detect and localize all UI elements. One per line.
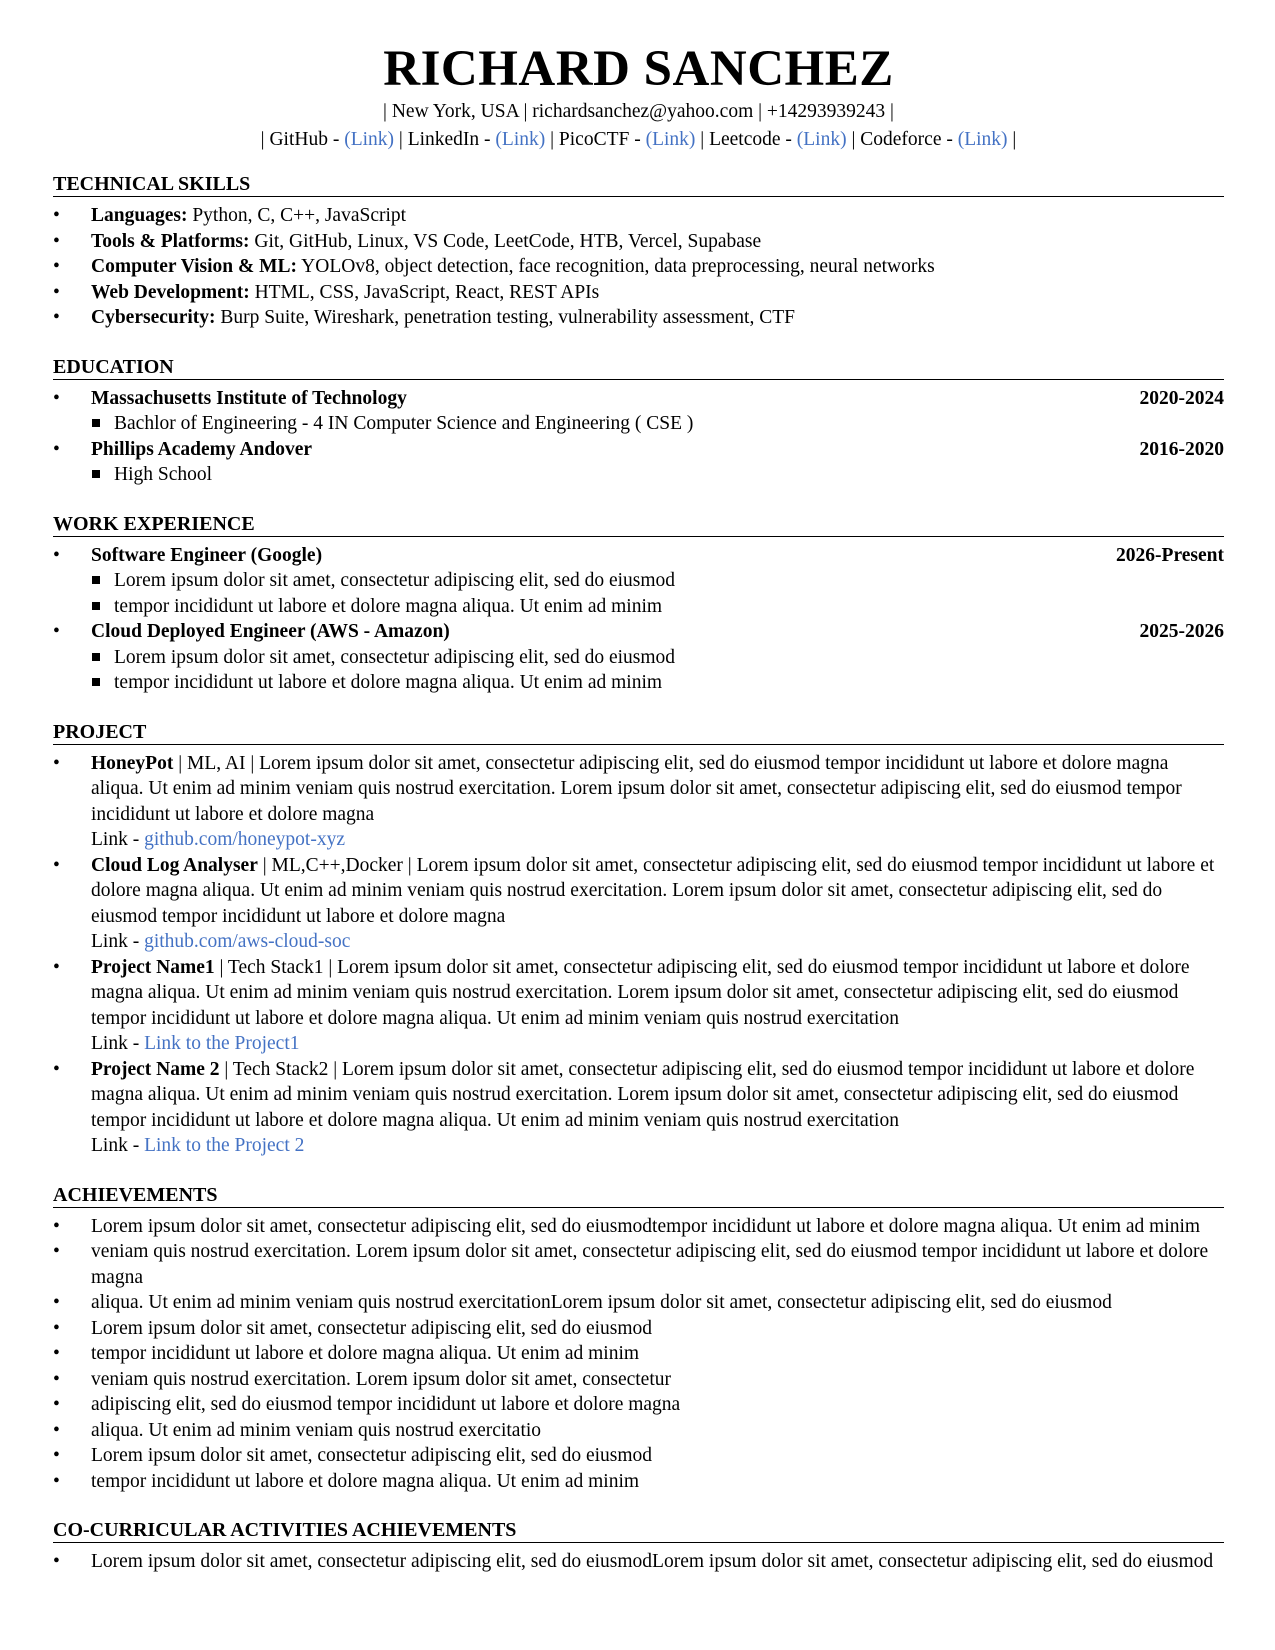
- skill-label: Web Development:: [91, 281, 250, 303]
- linkedin-label: LinkedIn -: [407, 129, 496, 150]
- list-item: [53, 386, 1224, 437]
- list-item: • Lorem ipsum dolor sit amet, consectetur adipiscing elit, sed do eiusmodtempor incididunt ut labore et dolore magna aliqua. Ut enim ad minim: [53, 1214, 1224, 1240]
- job-role: • Software Engineer (Google): [91, 544, 323, 566]
- pipe-separator: |: [1012, 129, 1017, 150]
- section-title: TECHNICAL SKILLS: [53, 172, 1224, 197]
- list-item: [53, 751, 1224, 853]
- list-item: [53, 305, 1224, 331]
- list-item: [53, 955, 1224, 1057]
- link-prefix: Link -: [91, 931, 145, 952]
- section-title: CO-CURRICULAR ACTIVITIES ACHIEVEMENTS: [53, 1518, 1224, 1543]
- job-bullet: Lorem ipsum dolor sit amet, consectetur adipiscing elit, sed do eiusmod: [91, 645, 1224, 671]
- pipe-separator: |: [260, 129, 270, 150]
- education-detail: Bachlor of Engineering - 4 IN Computer Science and Engineering ( CSE ): [91, 411, 1224, 437]
- work-section: [53, 512, 1224, 696]
- skill-value: YOLOv8, object detection, face recognition, data preprocessing, neural networks: [297, 256, 935, 277]
- linkedin-link[interactable]: (Link): [495, 129, 546, 150]
- school-name: • Phillips Academy Andover: [91, 438, 313, 460]
- skill-value: Python, C, C++, JavaScript: [187, 205, 407, 226]
- achievements-list: [53, 1214, 1224, 1495]
- list-item: • veniam quis nostrud exercitation. Lorem ipsum dolor sit amet, consectetur adipiscing elit, sed do eiusmod tempor incididunt ut labore et dolore magna: [53, 1239, 1224, 1290]
- pipe-separator: |: [550, 129, 559, 150]
- section-title: PROJECT: [53, 720, 1224, 745]
- link-prefix: Link -: [91, 1033, 145, 1054]
- list-item: • aliqua. Ut enim ad minim veniam quis nostrud exercitatio: [53, 1418, 1224, 1444]
- link-prefix: Link -: [91, 1135, 145, 1156]
- contact-line: | New York, USA | richardsanchez@yahoo.com | +14293939243 |: [383, 101, 894, 122]
- list-item: [53, 203, 1224, 229]
- education-detail: High School: [91, 462, 1224, 488]
- achievements-section: [53, 1183, 1224, 1495]
- codeforce-label: Codeforce -: [860, 129, 958, 150]
- leetcode-label: Leetcode -: [709, 129, 797, 150]
- list-item: [53, 543, 1224, 620]
- education-dates: 2020-2024: [1139, 387, 1224, 409]
- list-item: [53, 229, 1224, 255]
- pipe-separator: |: [398, 129, 408, 150]
- list-item: • Lorem ipsum dolor sit amet, consectetur adipiscing elit, sed do eiusmod: [53, 1316, 1224, 1342]
- github-label: GitHub -: [269, 129, 345, 150]
- list-item: • adipiscing elit, sed do eiusmod tempor incididunt ut labore et dolore magna: [53, 1392, 1224, 1418]
- project-link[interactable]: github.com/honeypot-xyz: [144, 829, 346, 850]
- skill-label: Tools & Platforms:: [91, 230, 250, 252]
- pipe-separator: |: [851, 129, 861, 150]
- project-link[interactable]: Link to the Project 2: [144, 1135, 305, 1156]
- list-item: • veniam quis nostrud exercitation. Lorem ipsum dolor sit amet, consectetur: [53, 1367, 1224, 1393]
- profile-links: [53, 126, 1224, 154]
- skill-value: Burp Suite, Wireshark, penetration testing, vulnerability assessment, CTF: [215, 307, 795, 328]
- skill-value: Git, GitHub, Linux, VS Code, LeetCode, HTB, Vercel, Supabase: [249, 230, 762, 252]
- job-bullet: tempor incididunt ut labore et dolore magna aliqua. Ut enim ad minim: [91, 594, 1224, 620]
- cocurricular-list: [53, 1549, 1224, 1575]
- project-description: | Tech Stack2 | Lorem ipsum dolor sit amet, consectetur adipiscing elit, sed do eiusmod tempor incididunt ut labore et dolore magna aliqua. Ut enim ad minim veniam quis nostrud exercitation. Lorem ipsum dolor sit amet, consectetur adipiscing elit, sed do eiusmod tempor incididunt ut labore et dolore magna aliqua. Ut enim ad minim veniam quis nostrud exercitation: [91, 1058, 1195, 1131]
- picoctf-label: PicoCTF -: [558, 129, 646, 150]
- work-list: [53, 543, 1224, 696]
- list-item: [53, 437, 1224, 488]
- list-item: [53, 619, 1224, 696]
- school-name: • Massachusetts Institute of Technology: [91, 387, 407, 409]
- projects-section: [53, 720, 1224, 1159]
- github-link[interactable]: (Link): [344, 129, 395, 150]
- project-description: | Tech Stack1 | Lorem ipsum dolor sit amet, consectetur adipiscing elit, sed do eiusmod tempor incididunt ut labore et dolore magna aliqua. Ut enim ad minim veniam quis nostrud exercitation. Lorem ipsum dolor sit amet, consectetur adipiscing elit, sed do eiusmod tempor incididunt ut labore et dolore magna aliqua. Ut enim ad minim veniam quis nostrud exercitation: [91, 956, 1190, 1029]
- resume-header: [53, 40, 1224, 154]
- education-dates: 2016-2020: [1139, 438, 1224, 460]
- section-title: WORK EXPERIENCE: [53, 512, 1224, 537]
- list-item: [53, 280, 1224, 306]
- link-prefix: Link -: [91, 829, 145, 850]
- section-title: ACHIEVEMENTS: [53, 1183, 1224, 1208]
- projects-list: [53, 751, 1224, 1159]
- leetcode-link[interactable]: (Link): [796, 129, 847, 150]
- list-item: • tempor incididunt ut labore et dolore magna aliqua. Ut enim ad minim: [53, 1341, 1224, 1367]
- project-name: HoneyPot: [91, 752, 174, 774]
- skill-value: HTML, CSS, JavaScript, React, REST APIs: [249, 281, 600, 303]
- education-list: [53, 386, 1224, 488]
- cocurricular-section: [53, 1518, 1224, 1575]
- pipe-separator: |: [700, 129, 710, 150]
- section-title: EDUCATION: [53, 355, 1224, 380]
- project-name: Project Name1: [91, 956, 215, 978]
- project-name: Project Name 2: [91, 1058, 220, 1080]
- list-item: • tempor incididunt ut labore et dolore magna aliqua. Ut enim ad minim: [53, 1469, 1224, 1495]
- job-dates: 2026-Present: [1116, 544, 1224, 566]
- codeforce-link[interactable]: (Link): [957, 129, 1008, 150]
- skill-label: Computer Vision & ML:: [91, 256, 298, 277]
- list-item: [53, 853, 1224, 955]
- skills-section: [53, 172, 1224, 331]
- picoctf-link[interactable]: (Link): [645, 129, 696, 150]
- job-dates: 2025-2026: [1139, 621, 1224, 642]
- job-role: • Cloud Deployed Engineer (AWS - Amazon): [91, 621, 450, 642]
- skill-label: Languages:: [91, 205, 188, 226]
- project-link[interactable]: Link to the Project1: [144, 1033, 300, 1054]
- candidate-name: RICHARD SANCHEZ: [383, 41, 894, 97]
- job-bullet: tempor incididunt ut labore et dolore magna aliqua. Ut enim ad minim: [91, 670, 1224, 696]
- skills-list: [53, 203, 1224, 331]
- education-section: [53, 355, 1224, 488]
- list-item: [53, 254, 1224, 280]
- resume-page: [53, 40, 1224, 1575]
- list-item: • Lorem ipsum dolor sit amet, consectetur adipiscing elit, sed do eiusmodLorem ipsum dolor sit amet, consectetur adipiscing elit, sed do eiusmod: [53, 1549, 1224, 1575]
- project-description: | ML,C++,Docker | Lorem ipsum dolor sit amet, consectetur adipiscing elit, sed do eiusmod tempor incididunt ut labore et dolore magna aliqua. Ut enim ad minim veniam quis nostrud exercitation. Lorem ipsum dolor sit amet, consectetur adipiscing elit, sed do eiusmod tempor incididunt ut labore et dolore magna: [91, 854, 1215, 927]
- project-link[interactable]: github.com/aws-cloud-soc: [144, 931, 351, 952]
- job-bullet: Lorem ipsum dolor sit amet, consectetur adipiscing elit, sed do eiusmod: [91, 568, 1224, 594]
- list-item: • aliqua. Ut enim ad minim veniam quis nostrud exercitationLorem ipsum dolor sit amet, consectetur adipiscing elit, sed do eiusmod: [53, 1290, 1224, 1316]
- project-name: Cloud Log Analyser: [91, 854, 258, 876]
- project-description: | ML, AI | Lorem ipsum dolor sit amet, consectetur adipiscing elit, sed do eiusmod tempor incididunt ut labore et dolore magna aliqua. Ut enim ad minim veniam quis nostrud exercitation. Lorem ipsum dolor sit amet, consectetur adipiscing elit, sed do eiusmod tempor incididunt ut labore et dolore magna: [91, 752, 1182, 825]
- list-item: [53, 1057, 1224, 1159]
- list-item: • Lorem ipsum dolor sit amet, consectetur adipiscing elit, sed do eiusmod: [53, 1443, 1224, 1469]
- skill-label: Cybersecurity:: [91, 307, 216, 328]
